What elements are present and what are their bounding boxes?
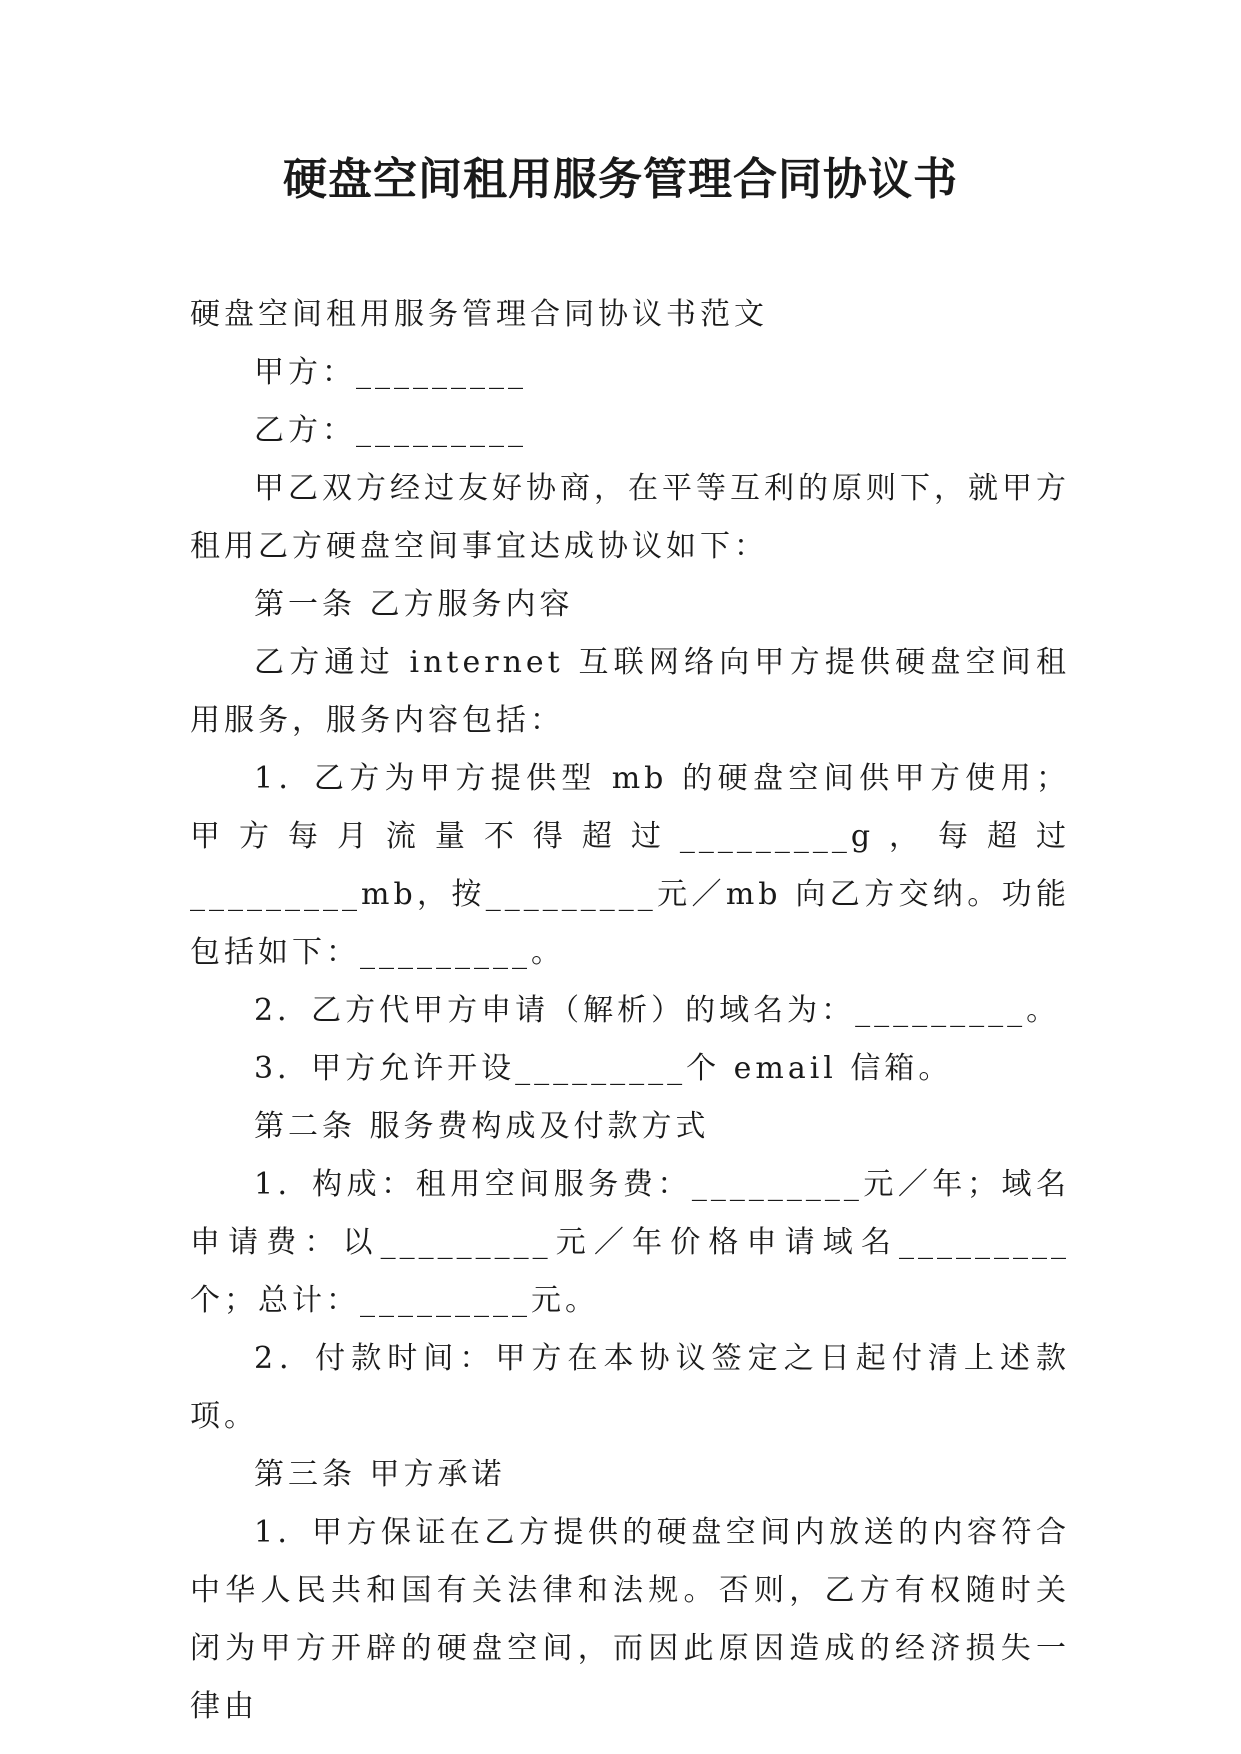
section-heading: 第三条 甲方承诺 (254, 1457, 506, 1492)
clause-item: 2．付款时间：甲方在本协议签定之日起付清上述款项。 (190, 1341, 1070, 1434)
clause-item: 3．甲方允许开设_________个 email 信箱。 (254, 1051, 953, 1086)
paragraph: 硬盘空间租用服务管理合同协议书范文 (190, 297, 768, 332)
paragraph: 甲乙双方经过友好协商，在平等互利的原则下，就甲方租用乙方硬盘空间事宜达成协议如下： (190, 471, 1070, 564)
document-body (190, 286, 1070, 1736)
clause-item: 1．乙方为甲方提供型 mb 的硬盘空间供甲方使用；甲方每月流量不得超过_________g，每超过_________mb，按_________元／mb 向乙方交纳。功能包括如下：_________。 (190, 761, 1070, 970)
clause-item: 1．构成：租用空间服务费：_________元／年；域名申请费：以_________元／年价格申请域名_________个；总计：_________元。 (190, 1167, 1070, 1318)
section-heading: 第一条 乙方服务内容 (254, 587, 574, 622)
paragraph: 乙方通过 internet 互联网络向甲方提供硬盘空间租用服务，服务内容包括： (190, 645, 1070, 738)
party-b-line: 乙方：_________ (254, 413, 527, 448)
party-a-line: 甲方：_________ (254, 355, 527, 390)
section-heading: 第二条 服务费构成及付款方式 (254, 1109, 710, 1144)
document-title: 硬盘空间租用服务管理合同协议书 (283, 154, 958, 205)
clause-item: 2．乙方代甲方申请（解析）的域名为：_________。 (254, 993, 1061, 1028)
clause-item: 1．甲方保证在乙方提供的硬盘空间内放送的内容符合中华人民共和国有关法律和法规。否则，乙方有权随时关闭为甲方开辟的硬盘空间，而因此原因造成的经济损失一律由 (190, 1515, 1070, 1724)
